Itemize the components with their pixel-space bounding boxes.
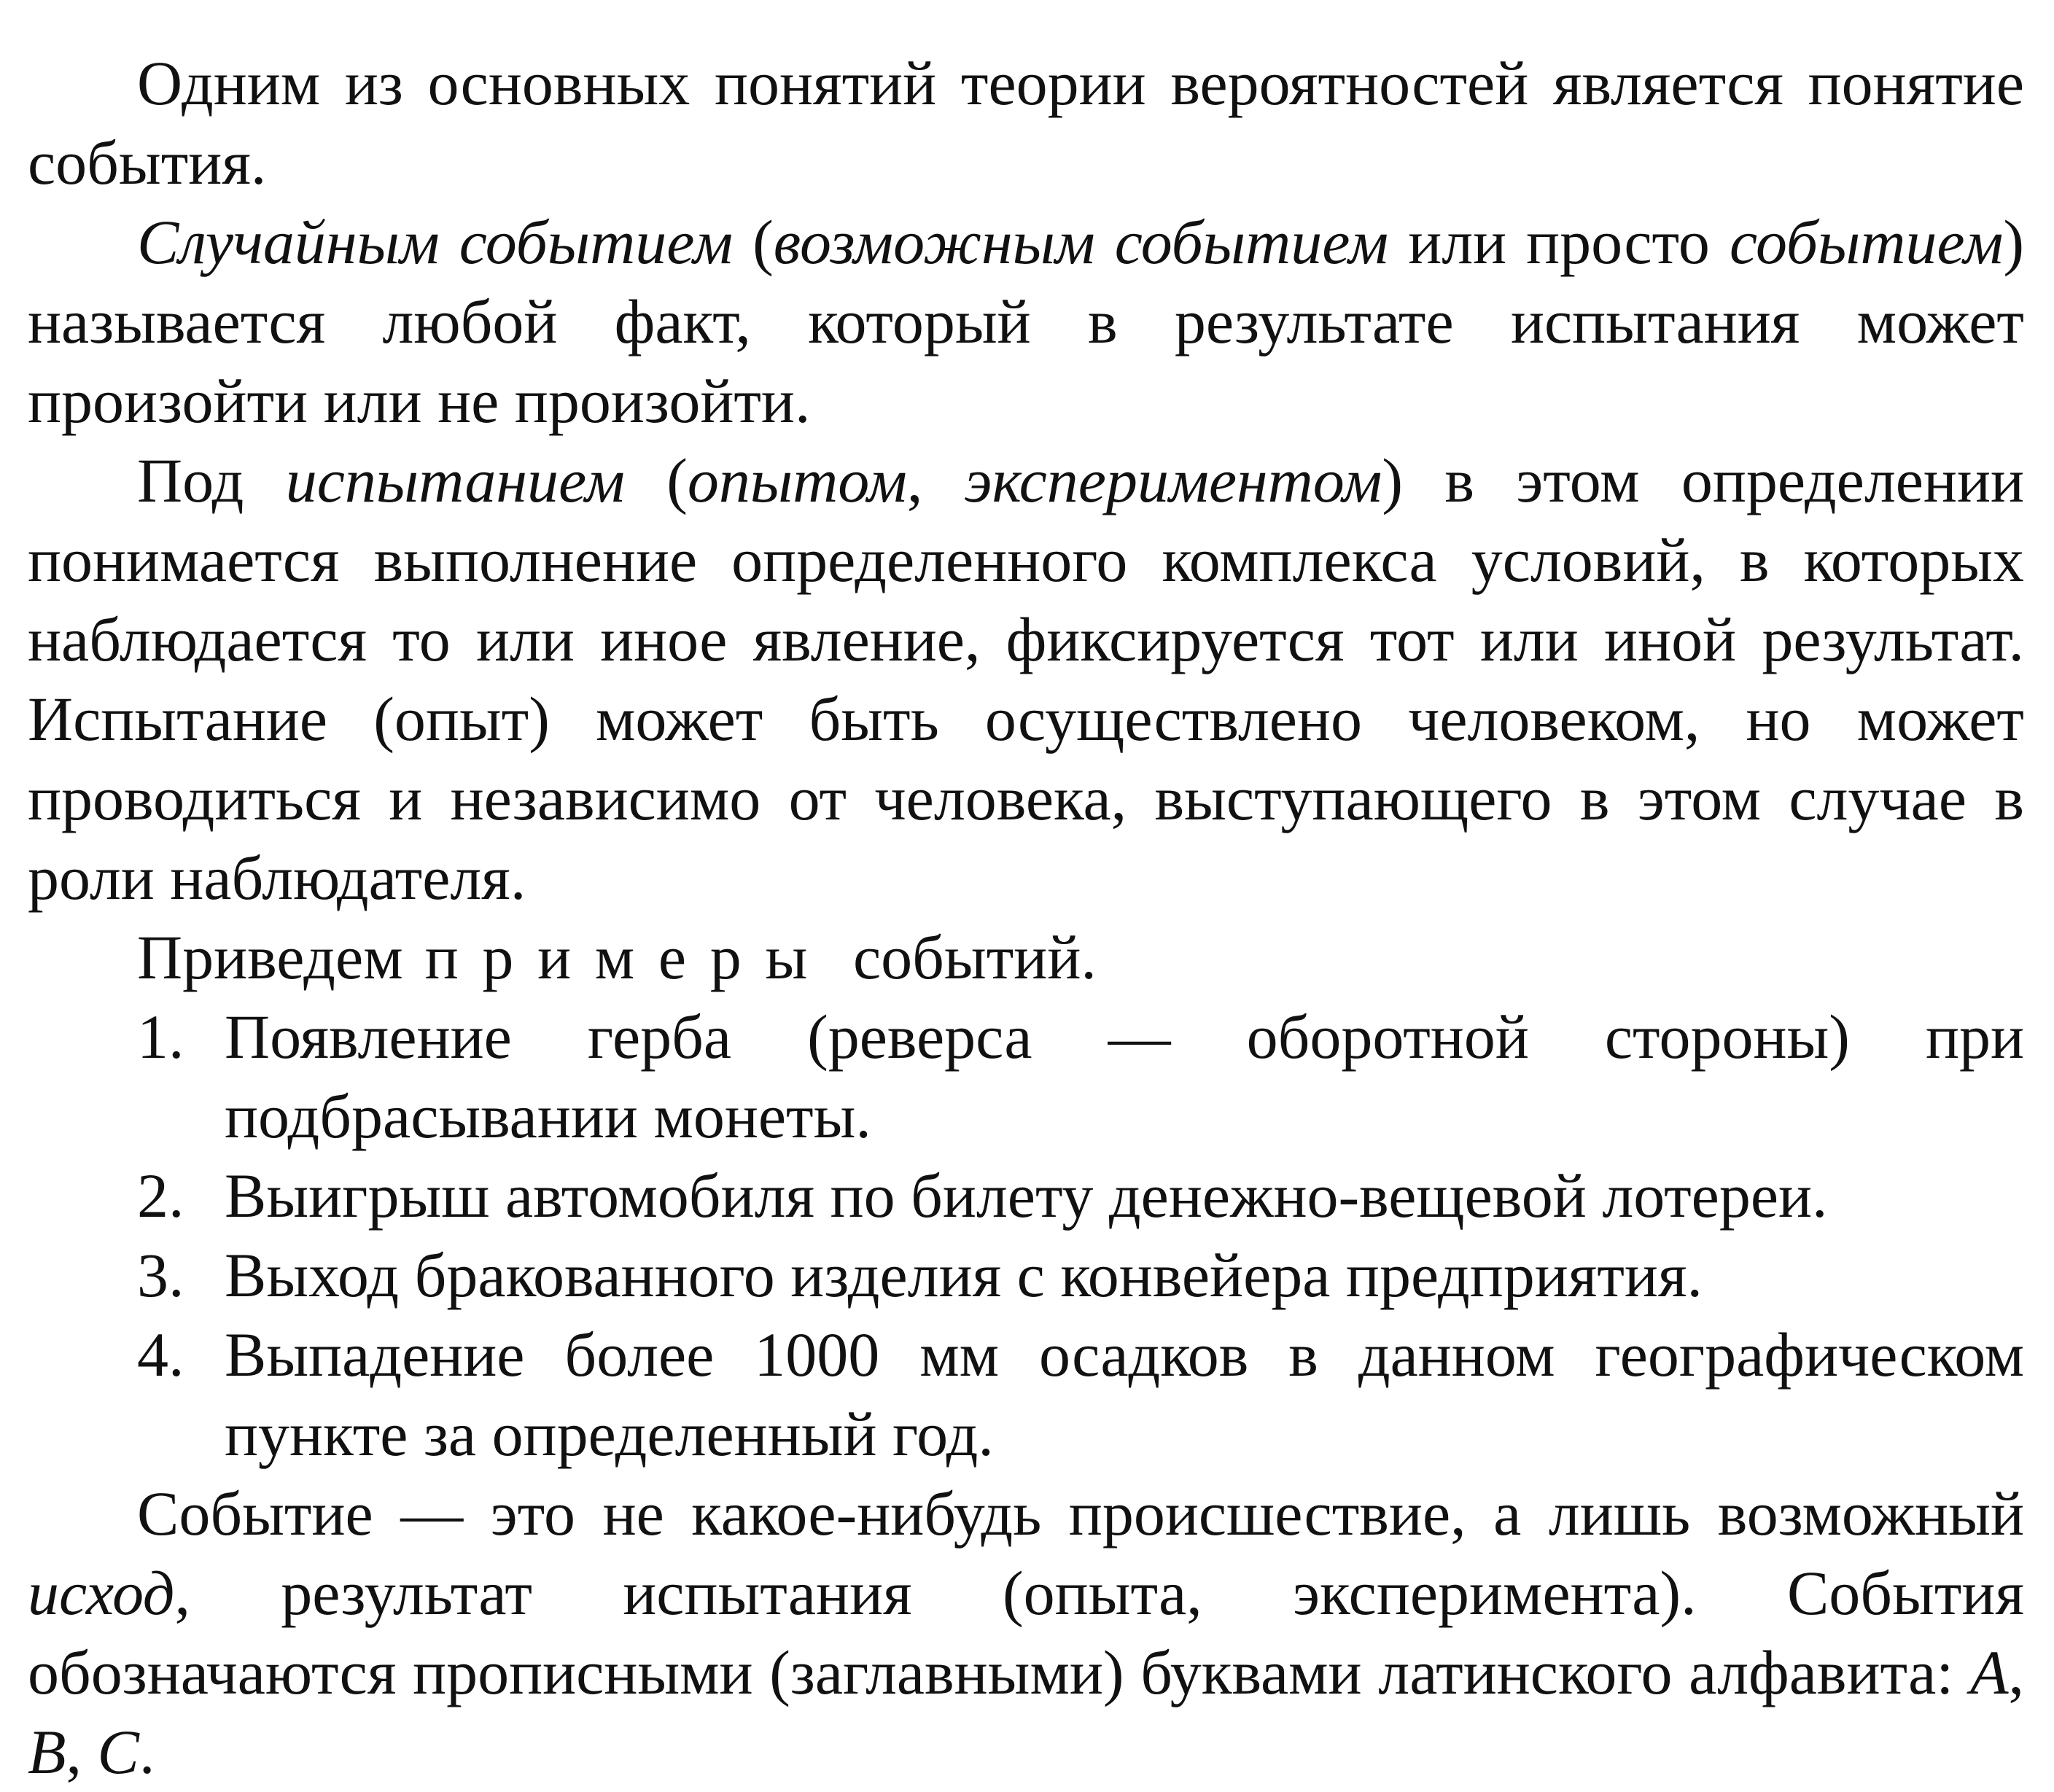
term-experience: опытом [687, 445, 907, 515]
examples-list [28, 997, 2024, 1474]
list-item [28, 1156, 2024, 1236]
term-trial: испытанием [285, 445, 625, 515]
term-outcome: исход [28, 1558, 175, 1628]
intro-paragraph [28, 44, 2024, 203]
trial-comma: , [906, 445, 965, 515]
trial-rest: ) в этом определении понимается выполнение определенного комплекса условий, в которых наблюдается то или иное явление, фиксируется тот или иной результат. Испытание (опыт) может быть осуществлено человеком, но может проводиться и независимо от человека, выступающего в этом случае в роли наблюдателя. [28, 445, 2024, 913]
trial-prefix: Под [137, 445, 286, 515]
list-item-number: 4. [137, 1320, 184, 1390]
list-item-number: 3. [137, 1240, 184, 1310]
definition-paragraph [28, 203, 2024, 441]
closing-end: . [139, 1717, 155, 1787]
examples-spaced-word: примеры [424, 922, 831, 992]
term-event: событием [1729, 207, 2004, 277]
list-item [28, 997, 2024, 1156]
letter-separator: , [2008, 1637, 2024, 1707]
intro-text: Одним из основных понятий теории вероятностей является понятие события. [28, 48, 2024, 198]
list-item-text: Появление герба (реверса — оборотной стороны) при подбрасывании монеты. [225, 1002, 2024, 1151]
closing-paragraph [28, 1474, 2024, 1792]
list-item [28, 1236, 2024, 1315]
term-possible-event: возможным событием [773, 207, 1389, 277]
definition-rest: ) называется любой факт, который в результате испытания может произойти или не произойти. [28, 207, 2024, 436]
list-item-text: Выпадение более 1000 мм осадков в данном географическом пункте за определенный год. [225, 1320, 2024, 1469]
examples-intro-before: Приведем [137, 922, 403, 992]
examples-intro-paragraph [28, 918, 2024, 997]
term-experiment: экспериментом [964, 445, 1382, 515]
list-item [28, 1315, 2024, 1474]
list-item-number: 2. [137, 1161, 184, 1231]
list-item-text: Выигрыш автомобиля по билету денежно-вещевой лотереи. [225, 1161, 1828, 1231]
definition-or-simply: или просто [1388, 207, 1730, 277]
list-item-text: Выход бракованного изделия с конвейера предприятия. [225, 1240, 1703, 1310]
closing-before: Событие — это не какое-нибудь происшествие, а лишь возможный [137, 1479, 2024, 1548]
trial-open-paren: ( [624, 445, 688, 515]
trial-paragraph [28, 441, 2024, 918]
letter-a: A [1969, 1637, 2009, 1707]
letter-separator: , [66, 1717, 98, 1787]
letter-c: C [97, 1717, 139, 1787]
definition-open-paren: ( [733, 207, 774, 277]
document-page [28, 44, 2024, 1792]
letter-b: B [28, 1717, 66, 1787]
closing-middle: , результат испытания (опыта, эксперимента). События обозначаются прописными (заглавными) буквами латинского алфавита: [28, 1558, 2024, 1707]
list-item-number: 1. [137, 1002, 184, 1072]
term-random-event: Случайным событием [137, 207, 734, 277]
examples-intro-after: событий. [853, 922, 1097, 992]
